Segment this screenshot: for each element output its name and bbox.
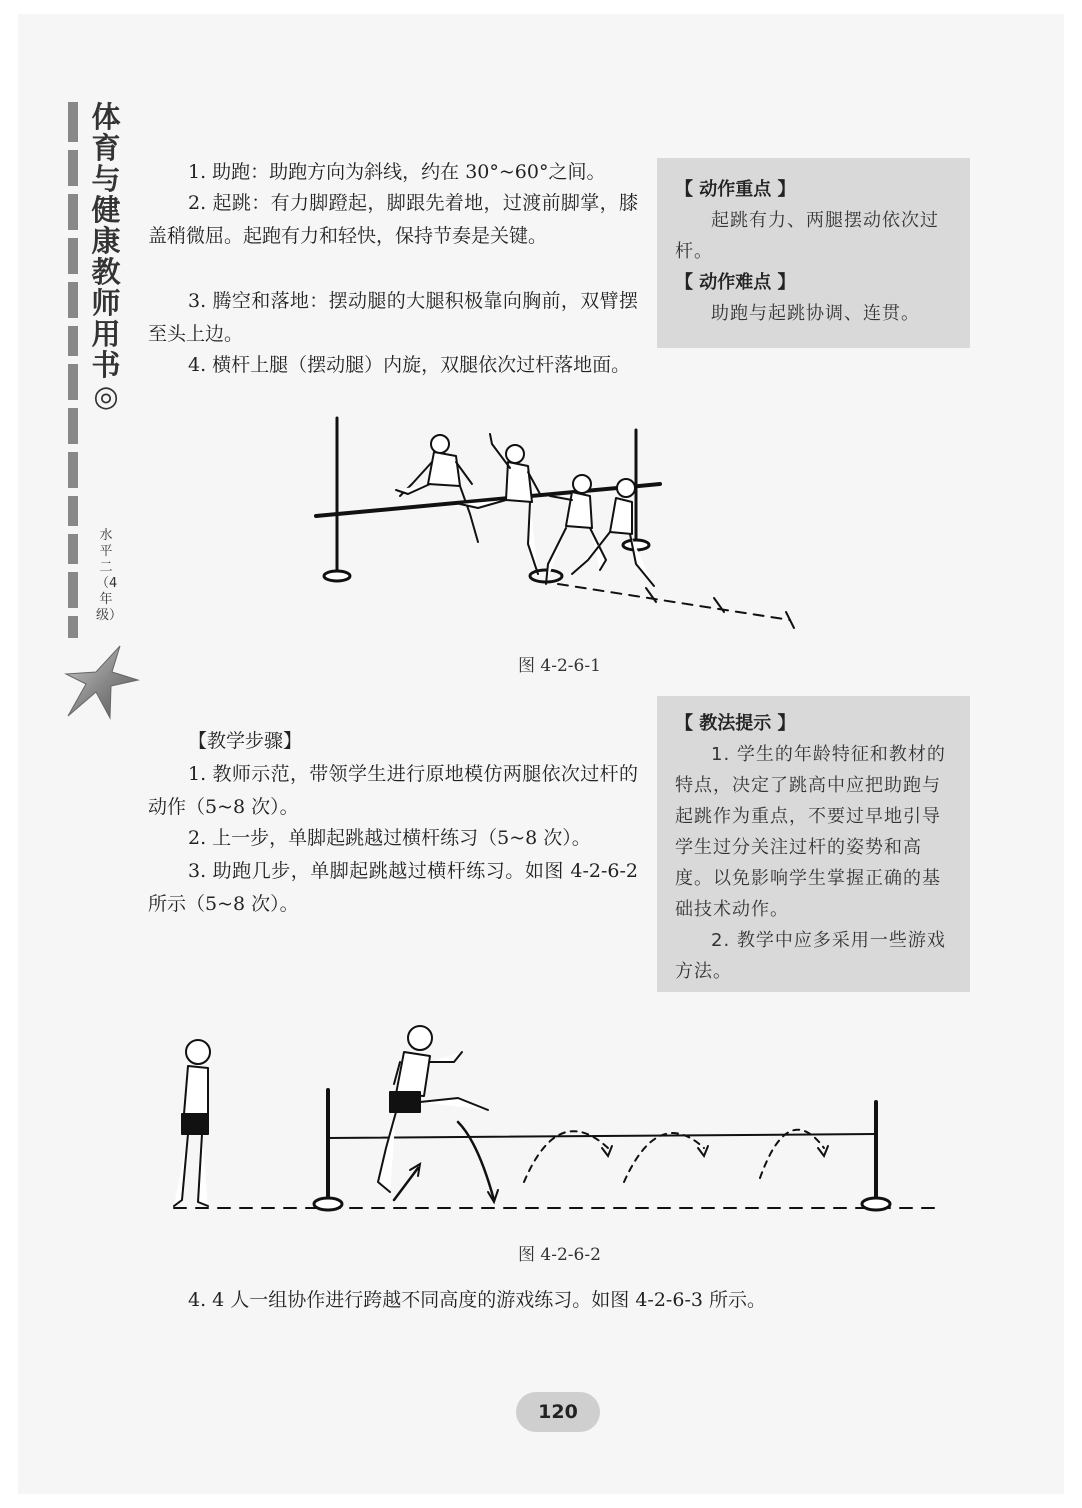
key-points-text: 起跳有力、两腿摆动依次过杆。 <box>675 210 939 262</box>
teaching-step-3: 3. 助跑几步，单脚起跳越过横杆练习。如图 4-2-6-2 所示（5~8 次）。 <box>148 860 638 915</box>
book-title: 体育与健康教师用书◎ <box>91 100 121 413</box>
technique-takeoff: 2. 起跳：有力脚蹬起，脚跟先着地，过渡前脚掌，膝盖稍微屈。起跑有力和轻快，保持节奏是关键。 <box>148 192 638 247</box>
figure-high-jump-sequence <box>310 414 810 634</box>
star-icon <box>66 646 140 720</box>
teaching-step-4: 4. 4 人一组协作进行跨越不同高度的游戏练习。如图 4-2-6-3 所示。 <box>188 1289 766 1311</box>
teaching-step-1: 1. 教师示范，带领学生进行原地模仿两腿依次过杆的动作（5~8 次）。 <box>148 763 638 818</box>
difficulty-heading: 【 动作难点 】 <box>675 272 796 293</box>
teaching-tips-box <box>657 696 970 992</box>
technique-bar-clearance: 4. 横杆上腿（摆动腿）内旋，双腿依次过杆落地面。 <box>188 354 631 376</box>
technique-run-up: 1. 助跑：助跑方向为斜线，约在 30°~60°之间。 <box>188 161 606 183</box>
technique-flight-landing: 3. 腾空和落地：摆动腿的大腿积极靠向胸前，双臂摆至头上边。 <box>148 290 638 345</box>
teaching-tips-heading: 【 教法提示 】 <box>675 713 796 734</box>
page-number: 120 <box>516 1392 600 1432</box>
teaching-tip-2: 2. 教学中应多采用一些游戏方法。 <box>675 930 946 982</box>
figure-step-over-bar <box>168 1022 948 1222</box>
key-points-heading: 【 动作重点 】 <box>675 179 796 200</box>
difficulty-text: 助跑与起跳协调、连贯。 <box>711 303 920 324</box>
figure-1-caption: 图 4-2-6-1 <box>518 656 601 676</box>
teaching-step-2: 2. 上一步，单脚起跳越过横杆练习（5~8 次）。 <box>188 827 591 849</box>
key-points-box <box>657 158 970 348</box>
teaching-steps-heading: 【教学步骤】 <box>188 730 303 752</box>
teaching-tip-1: 1. 学生的年龄特征和教材的特点，决定了跳高中应把助跑与起跳作为重点，不要过早地引导学生过分关注过杆的姿势和高度。以免影响学生掌握正确的基础技术动作。 <box>675 744 946 920</box>
grade-level: 水平二（4年级） <box>96 528 123 623</box>
figure-2-caption: 图 4-2-6-2 <box>518 1245 601 1265</box>
